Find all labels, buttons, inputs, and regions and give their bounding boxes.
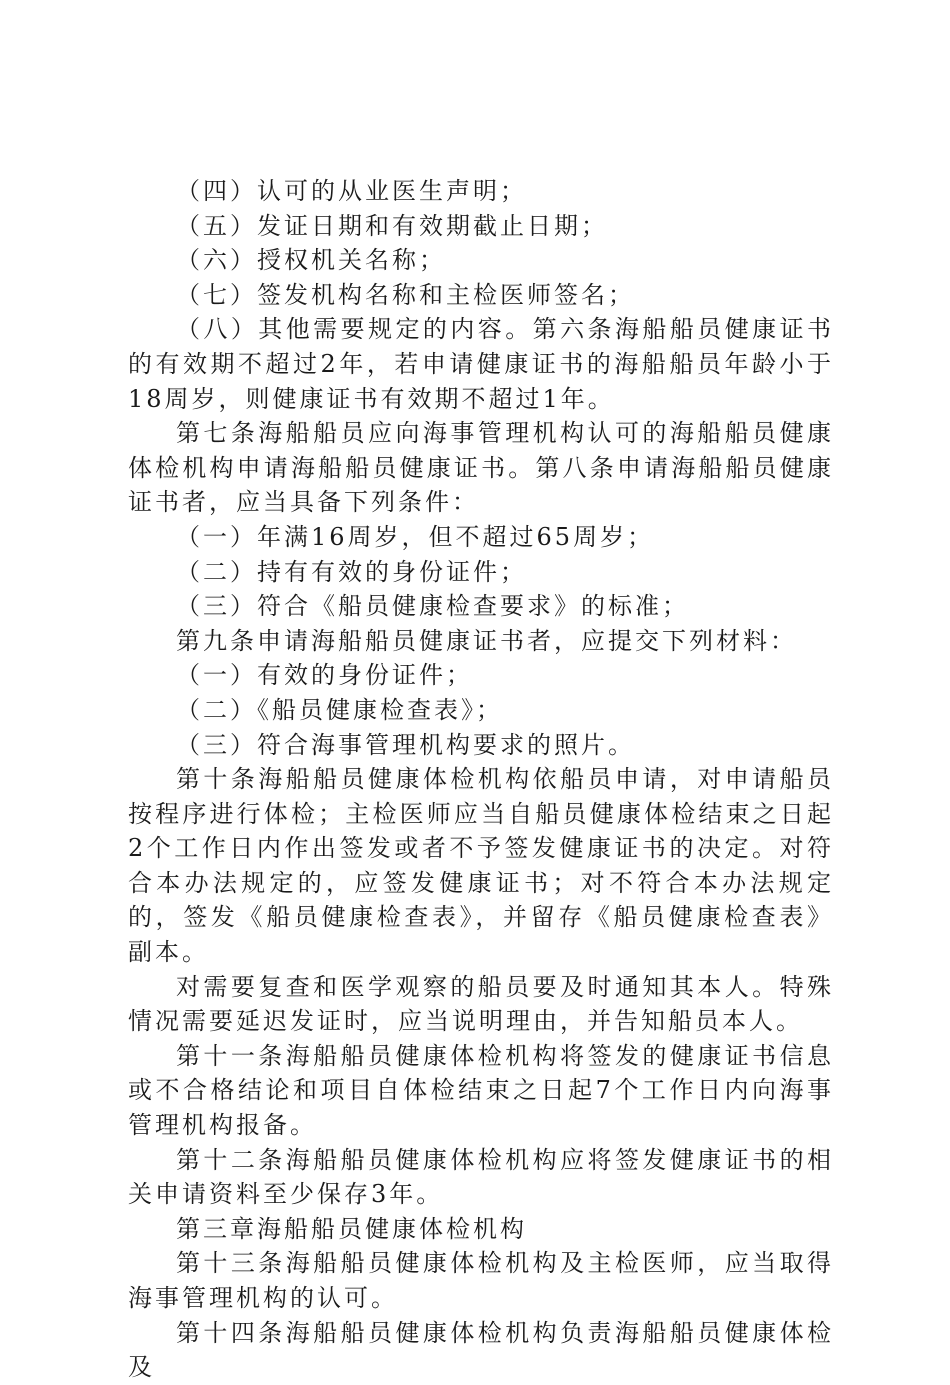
paragraph-item-8-article-6: （八）其他需要规定的内容。第六条海船船员健康证书的有效期不超过2年，若申请健康证书的海船船员年龄小于18周岁，则健康证书有效期不超过1年。 — [128, 315, 834, 413]
material-item-1: （一）有效的身份证件； — [176, 661, 473, 690]
condition-item-1: （一）年满16周岁，但不超过65周岁； — [176, 522, 655, 551]
condition-item-3: （三）符合《船员健康检查要求》的标准； — [176, 592, 689, 621]
paragraph-article-12: 第十二条海船船员健康体检机构应将签发健康证书的相关申请资料至少保存3年。 — [128, 1145, 834, 1209]
paragraph-item-5: （五）发证日期和有效期截止日期； — [176, 211, 608, 240]
paragraph-review-notice: 对需要复查和医学观察的船员要及时通知其本人。特殊情况需要延迟发证时，应当说明理由，并告知船员本人。 — [128, 972, 834, 1036]
paragraph-article-9: 第九条申请海船船员健康证书者，应提交下列材料： — [176, 626, 797, 655]
condition-item-2: （二）持有有效的身份证件； — [176, 557, 527, 586]
document-body — [128, 174, 834, 1385]
paragraph-article-10: 第十条海船船员健康体检机构依船员申请，对申请船员按程序进行体检；主检医师应当自船员健康体检结束之日起2个工作日内作出签发或者不予签发健康证书的决定。对符合本办法规定的，应签发健康证书；对不符合本办法规定的，签发《船员健康检查表》，并留存《船员健康检查表》副本。 — [128, 765, 834, 967]
paragraph-item-4: （四）认可的从业医生声明； — [176, 177, 527, 205]
chapter-heading-3: 第三章海船船员健康体检机构 — [176, 1214, 527, 1243]
paragraph-article-7-8: 第七条海船船员应向海事管理机构认可的海船船员健康体检机构申请海船船员健康证书。第八条申请海船船员健康证书者，应当具备下列条件： — [128, 419, 834, 517]
paragraph-article-14: 第十四条海船船员健康体检机构负责海船船员健康体检及 — [128, 1318, 834, 1382]
paragraph-article-11: 第十一条海船船员健康体检机构将签发的健康证书信息或不合格结论和项目自体检结束之日起7个工作日内向海事管理机构报备。 — [128, 1041, 834, 1140]
paragraph-item-6: （六）授权机关名称； — [176, 246, 446, 275]
paragraph-article-13: 第十三条海船船员健康体检机构及主检医师，应当取得海事管理机构的认可。 — [128, 1249, 834, 1312]
material-item-3: （三）符合海事管理机构要求的照片。 — [176, 730, 635, 759]
paragraph-item-7: （七）签发机构名称和主检医师签名； — [176, 280, 635, 309]
material-item-2: （二）《船员健康检查表》； — [176, 695, 503, 724]
